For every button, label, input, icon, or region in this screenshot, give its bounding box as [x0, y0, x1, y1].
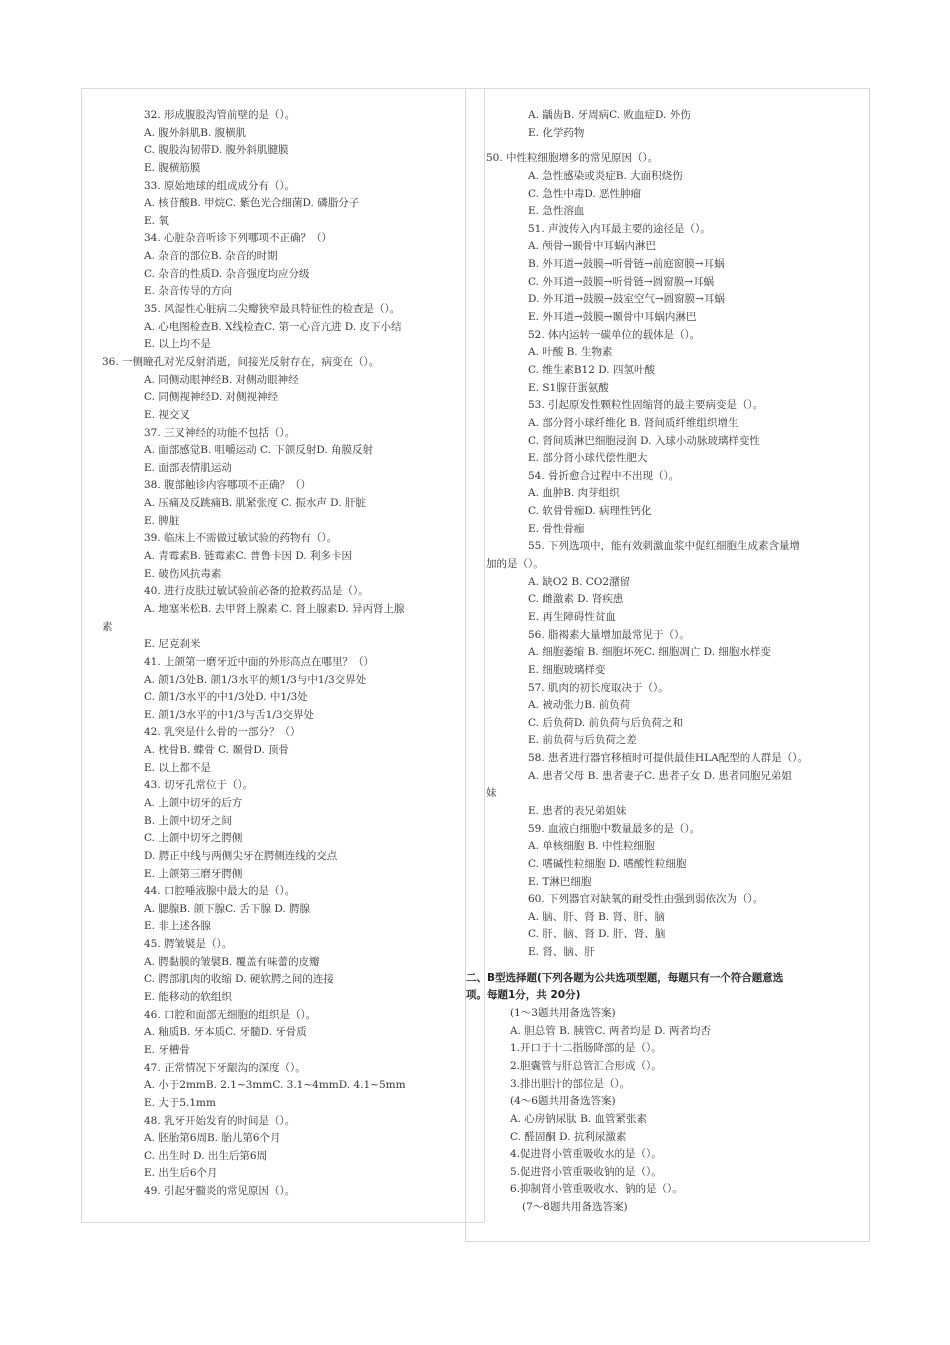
right-text-line: 妹 [486, 787, 497, 800]
right-text-line: A. 患者父母 B. 患者妻子C. 患者子女 D. 患者同胞兄弟姐 [528, 769, 792, 782]
left-text-line: 41. 上颌第一磨牙近中面的外形高点在哪里？（） [144, 655, 375, 668]
right-text-line: 54. 骨折愈合过程中不出现（）。 [528, 469, 680, 482]
left-text-line: C. 颌1/3水平的中1/3处D. 中1/3处 [144, 691, 308, 704]
right-text-line: C. 雌激素 D. 肾疾患 [528, 593, 624, 606]
left-text-line: 44. 口腔唾液腺中最大的是（）。 [144, 885, 296, 898]
left-text-line: A. 枕骨B. 蝶骨 C. 颞骨D. 顶骨 [144, 744, 290, 757]
left-text-line: 37. 三叉神经的功能不包括（）。 [144, 426, 296, 439]
right-text-line: C. 外耳道→鼓膜→听骨链→圆窗膜→耳蜗 [528, 275, 715, 288]
left-text-line: 46. 口腔和面部无细胞的组织是（）。 [144, 1008, 317, 1021]
right-text-line: 二、B型选择题(下列各题为公共选项型题，每题只有一个符合题意选 [466, 971, 784, 984]
left-text-line: A. 腮腺B. 颌下腺C. 舌下腺 D. 腭腺 [144, 902, 311, 915]
left-text-line: 35. 风湿性心脏病二尖瓣狭窄最具特征性的检查是（）。 [144, 303, 401, 316]
left-text-line: 34. 心脏杂音听诊下列哪项不正确？（） [144, 232, 333, 245]
left-text-line: A. 釉质B. 牙本质C. 牙髓D. 牙骨质 [144, 1026, 307, 1039]
right-text-line: 2.胆囊管与肝总管汇合形成（）。 [510, 1059, 662, 1072]
left-text-line: E. 脾脏 [144, 514, 180, 527]
left-text-line: E. 杂音传导的方向 [144, 285, 232, 298]
right-text-line: 项。每题1分，共 20分) [466, 989, 581, 1002]
left-text-line: C. 出生时 D. 出生后第6周 [144, 1149, 268, 1162]
left-text-line: C. 同侧视神经D. 对侧视神经 [144, 391, 279, 404]
right-text-line: C. 嗜碱性粒细胞 D. 嗜酸性粒细胞 [528, 857, 687, 870]
right-text-line: 57. 肌肉的初长度取决于（）。 [528, 681, 669, 694]
right-text-line: A. 心房钠尿肽 B. 血管紧张素 [510, 1112, 647, 1125]
left-text-line: A. 小于2mmB. 2.1~3mmC. 3.1~4mmD. 4.1~5mm [144, 1079, 406, 1092]
right-text-line: A. 急性感染或炎症B. 大面积烧伤 [528, 169, 683, 182]
left-text-line: A. 杂音的部位B. 杂音的时期 [144, 250, 278, 263]
right-text-line: C. 维生素B12 D. 四氢叶酸 [528, 363, 655, 376]
right-text-line: 6.抑制肾小管重吸收水、钠的是（）。 [510, 1183, 683, 1196]
right-text-line: C. 肝、脑、肾 D. 肝、肾、脑 [528, 928, 666, 941]
right-text-line: 5.促进肾小管重吸收钠的是（）。 [510, 1165, 662, 1178]
right-text-line: (1～3题共用备选答案) [510, 1007, 616, 1020]
left-text-line: E. 以上都不是 [144, 761, 211, 774]
left-text-line: A. 核苷酸B. 甲烷C. 紫色光合细菌D. 磷脂分子 [144, 197, 360, 210]
left-text-line: 49. 引起牙髓炎的常见原因（）。 [144, 1185, 296, 1198]
left-text-line: E. 破伤风抗毒素 [144, 567, 222, 580]
right-text-line: C. 急性中毒D. 恶性肿瘤 [528, 187, 642, 200]
right-text-line: E. 部分肾小球代偿性肥大 [528, 452, 648, 465]
left-text-line: 45. 腭皱襞是（）。 [144, 938, 233, 951]
right-text-line: A. 单核细胞 B. 中性粒细胞 [528, 840, 655, 853]
right-text-line: 4.促进肾小管重吸收水的是（）。 [510, 1148, 662, 1161]
left-text-line: 39. 临床上不需做过敏试验的药物有（）。 [144, 532, 338, 545]
right-text-line: A. 被动张力B. 前负荷 [528, 699, 631, 712]
left-text-line: A. 青霉素B. 链霉素C. 普鲁卡因 D. 利多卡因 [144, 550, 353, 563]
right-text-line: A. 血肿B. 肉芽组织 [528, 487, 620, 500]
right-text-line: 53. 引起原发性颗粒性固缩肾的最主要病变是（）。 [528, 399, 764, 412]
right-text-line: E. 肾、脑、肝 [528, 946, 595, 959]
left-text-line: A. 上颌中切牙的后方 [144, 796, 243, 809]
left-text-line: A. 心电图检查B. X线检查C. 第一心音亢进 D. 皮下小结 [144, 320, 402, 333]
right-text-line: 52. 体内运转一碳单位的载体是（）。 [528, 328, 701, 341]
left-text-line: C. 腹股沟韧带D. 腹外斜肌腱膜 [144, 144, 289, 157]
left-column [82, 107, 482, 1201]
right-text-line: 加的是（）。 [486, 558, 544, 571]
right-text-line: A. 缺O2 B. CO2潴留 [528, 575, 631, 588]
spacer [466, 962, 866, 970]
right-text-line: D. 外耳道→鼓膜→鼓室空气→圆窗膜→耳蜗 [528, 293, 725, 306]
right-text-line: A. 胆总管 B. 胰管C. 两者均是 D. 两者均否 [510, 1024, 711, 1037]
right-text-line: E. 再生障碍性贫血 [528, 610, 616, 623]
left-text-line: C. 杂音的性质D. 杂音强度均应分级 [144, 267, 310, 280]
right-text-line: 56. 脂褐素大量增加最常见于（）。 [528, 628, 690, 641]
right-text-line: C. 肾间质淋巴细胞浸润 D. 入球小动脉玻璃样变性 [528, 434, 760, 447]
left-text-line: C. 上颌中切牙之腭侧 [144, 832, 243, 845]
right-text-line: E. 急性溶血 [528, 205, 585, 218]
left-text-line: A. 压痛及反跳痛B. 肌紧张度 C. 振水声 D. 肝脏 [144, 497, 366, 510]
right-text-line: (7～8题共用备选答案) [522, 1201, 628, 1214]
right-text-line: E. 骨性骨痂 [528, 522, 585, 535]
right-text-line: 50. 中性粒细胞增多的常见原因（）。 [486, 152, 659, 165]
right-text-line: 3.排出胆汁的部位是（）。 [510, 1077, 631, 1090]
right-text-line: A. 脑、肝、肾 B. 肾、肝、脑 [528, 910, 665, 923]
left-text-line: 32. 形成腹股沟管前壁的是（）。 [144, 109, 296, 121]
right-text-line: C. 软骨骨痂D. 病理性钙化 [528, 505, 652, 518]
right-text-line: C. 后负荷D. 前负荷与后负荷之和 [528, 716, 684, 729]
right-text-line: 59. 血液白细胞中数量最多的是（）。 [528, 822, 701, 835]
right-text-line: E. 化学药物 [528, 126, 585, 139]
right-text-line: 51. 声波传入内耳最主要的途径是（）。 [528, 222, 711, 235]
left-text-line: E. 面部表情肌运动 [144, 461, 232, 474]
left-text-line: E. 腹横筋膜 [144, 161, 201, 174]
right-text-line: E. 患者的表兄弟姐妹 [528, 804, 627, 817]
right-text-line: 55. 下列选项中，能有效刺激血浆中促红细胞生成素含量增 [528, 540, 801, 553]
left-text-line: E. 视交叉 [144, 408, 190, 421]
left-text-line: 素 [102, 620, 113, 633]
left-text-line: A. 地塞米松B. 去甲肾上腺素 C. 肾上腺素D. 异丙肾上腺 [144, 602, 405, 615]
left-text-line: A. 腭黏膜的皱襞B. 覆盖有味蕾的皮瓣 [144, 955, 320, 968]
right-text-line: A. 细胞萎缩 B. 细胞坏死C. 细胞凋亡 D. 细胞水样变 [528, 646, 771, 659]
right-column [466, 107, 866, 1217]
left-text-line: 38. 腹部触诊内容哪项不正确？（） [144, 479, 312, 492]
right-text-line: A. 部分肾小球纤维化 B. 肾间质纤维组织增生 [528, 416, 739, 429]
left-text-line: A. 面部感觉B. 咀嚼运动 C. 下颌反射D. 角膜反射 [144, 444, 374, 457]
left-text-line: 36. 一侧瞳孔对光反射消逝，间接光反射存在，病变在（）。 [102, 355, 380, 368]
right-text-line: 1.开口于十二指肠降部的是（）。 [510, 1042, 662, 1055]
right-text-line: A. 龋齿B. 牙周病C. 败血症D. 外伤 [528, 109, 691, 121]
right-text-line: E. 细胞玻璃样变 [528, 663, 606, 676]
left-text-line: E. 上颌第三磨牙腭侧 [144, 867, 243, 880]
right-text-line: A. 叶酸 B. 生物素 [528, 346, 613, 359]
left-text-line: 33. 原始地球的组成成分有（）。 [144, 179, 296, 192]
right-text-line: E. T淋巴细胞 [528, 875, 592, 888]
left-text-line: A. 同侧动眼神经B. 对侧动眼神经 [144, 373, 299, 386]
right-text-line: 58. 患者进行器官移植时可提供最佳HLA配型的人群是（）。 [528, 752, 808, 765]
left-text-line: A. 腹外斜肌B. 腹横肌 [144, 126, 247, 139]
spacer [466, 142, 866, 150]
left-text-line: E. 牙槽骨 [144, 1043, 190, 1056]
left-text-line: A. 胚胎第6周B. 胎儿第6个月 [144, 1132, 281, 1145]
left-text-line: E. 大于5.1mm [144, 1096, 216, 1109]
left-text-line: E. 颌1/3水平的中1/3与舌1/3交界处 [144, 708, 315, 721]
left-text-line: 47. 正常情况下牙龈沟的深度（）。 [144, 1061, 306, 1074]
left-text-line: E. 氧 [144, 214, 169, 227]
right-text-line: A. 颅骨→颞骨中耳蜗内淋巴 [528, 240, 657, 253]
right-text-line: (4～6题共用备选答案) [510, 1095, 616, 1108]
right-text-line: 60. 下列器官对缺氧的耐受性由强到弱依次为（）。 [528, 893, 764, 906]
left-text-line: B. 上颌中切牙之间 [144, 814, 232, 827]
left-text-line: D. 腭正中线与两侧尖牙在腭侧连线的交点 [144, 849, 338, 862]
left-text-line: E. 以上均不是 [144, 338, 211, 351]
left-text-line: E. 非上述各腺 [144, 920, 211, 933]
left-text-line: E. 出生后6个月 [144, 1167, 218, 1180]
left-text-line: 43. 切牙孔常位于（）。 [144, 779, 254, 792]
right-text-line: B. 外耳道→鼓膜→听骨链→前庭窗膜→耳蜗 [528, 258, 725, 271]
right-text-line: C. 醛固酮 D. 抗利尿激素 [510, 1130, 627, 1143]
left-text-line: 40. 进行皮肤过敏试验前必备的抢救药品是（）。 [144, 585, 369, 598]
left-text-line: E. 能移动的软组织 [144, 991, 232, 1004]
left-text-line: C. 腭部肌肉的收缩 D. 硬软腭之间的连接 [144, 973, 334, 986]
left-text-line: A. 颌1/3处B. 颌1/3水平的颊1/3与中1/3交界处 [144, 673, 367, 686]
right-text-line: E. S1腺苷蛋氨酸 [528, 381, 609, 394]
left-text-line: E. 尼克刹米 [144, 638, 201, 651]
left-text-line: 48. 乳牙开始发育的时间是（）。 [144, 1114, 296, 1127]
left-text-line: 42. 乳突是什么骨的一部分？（） [144, 726, 301, 739]
right-text-line: E. 外耳道→鼓膜→颞骨中耳蜗内淋巴 [528, 311, 697, 324]
right-text-line: E. 前负荷与后负荷之差 [528, 734, 637, 747]
